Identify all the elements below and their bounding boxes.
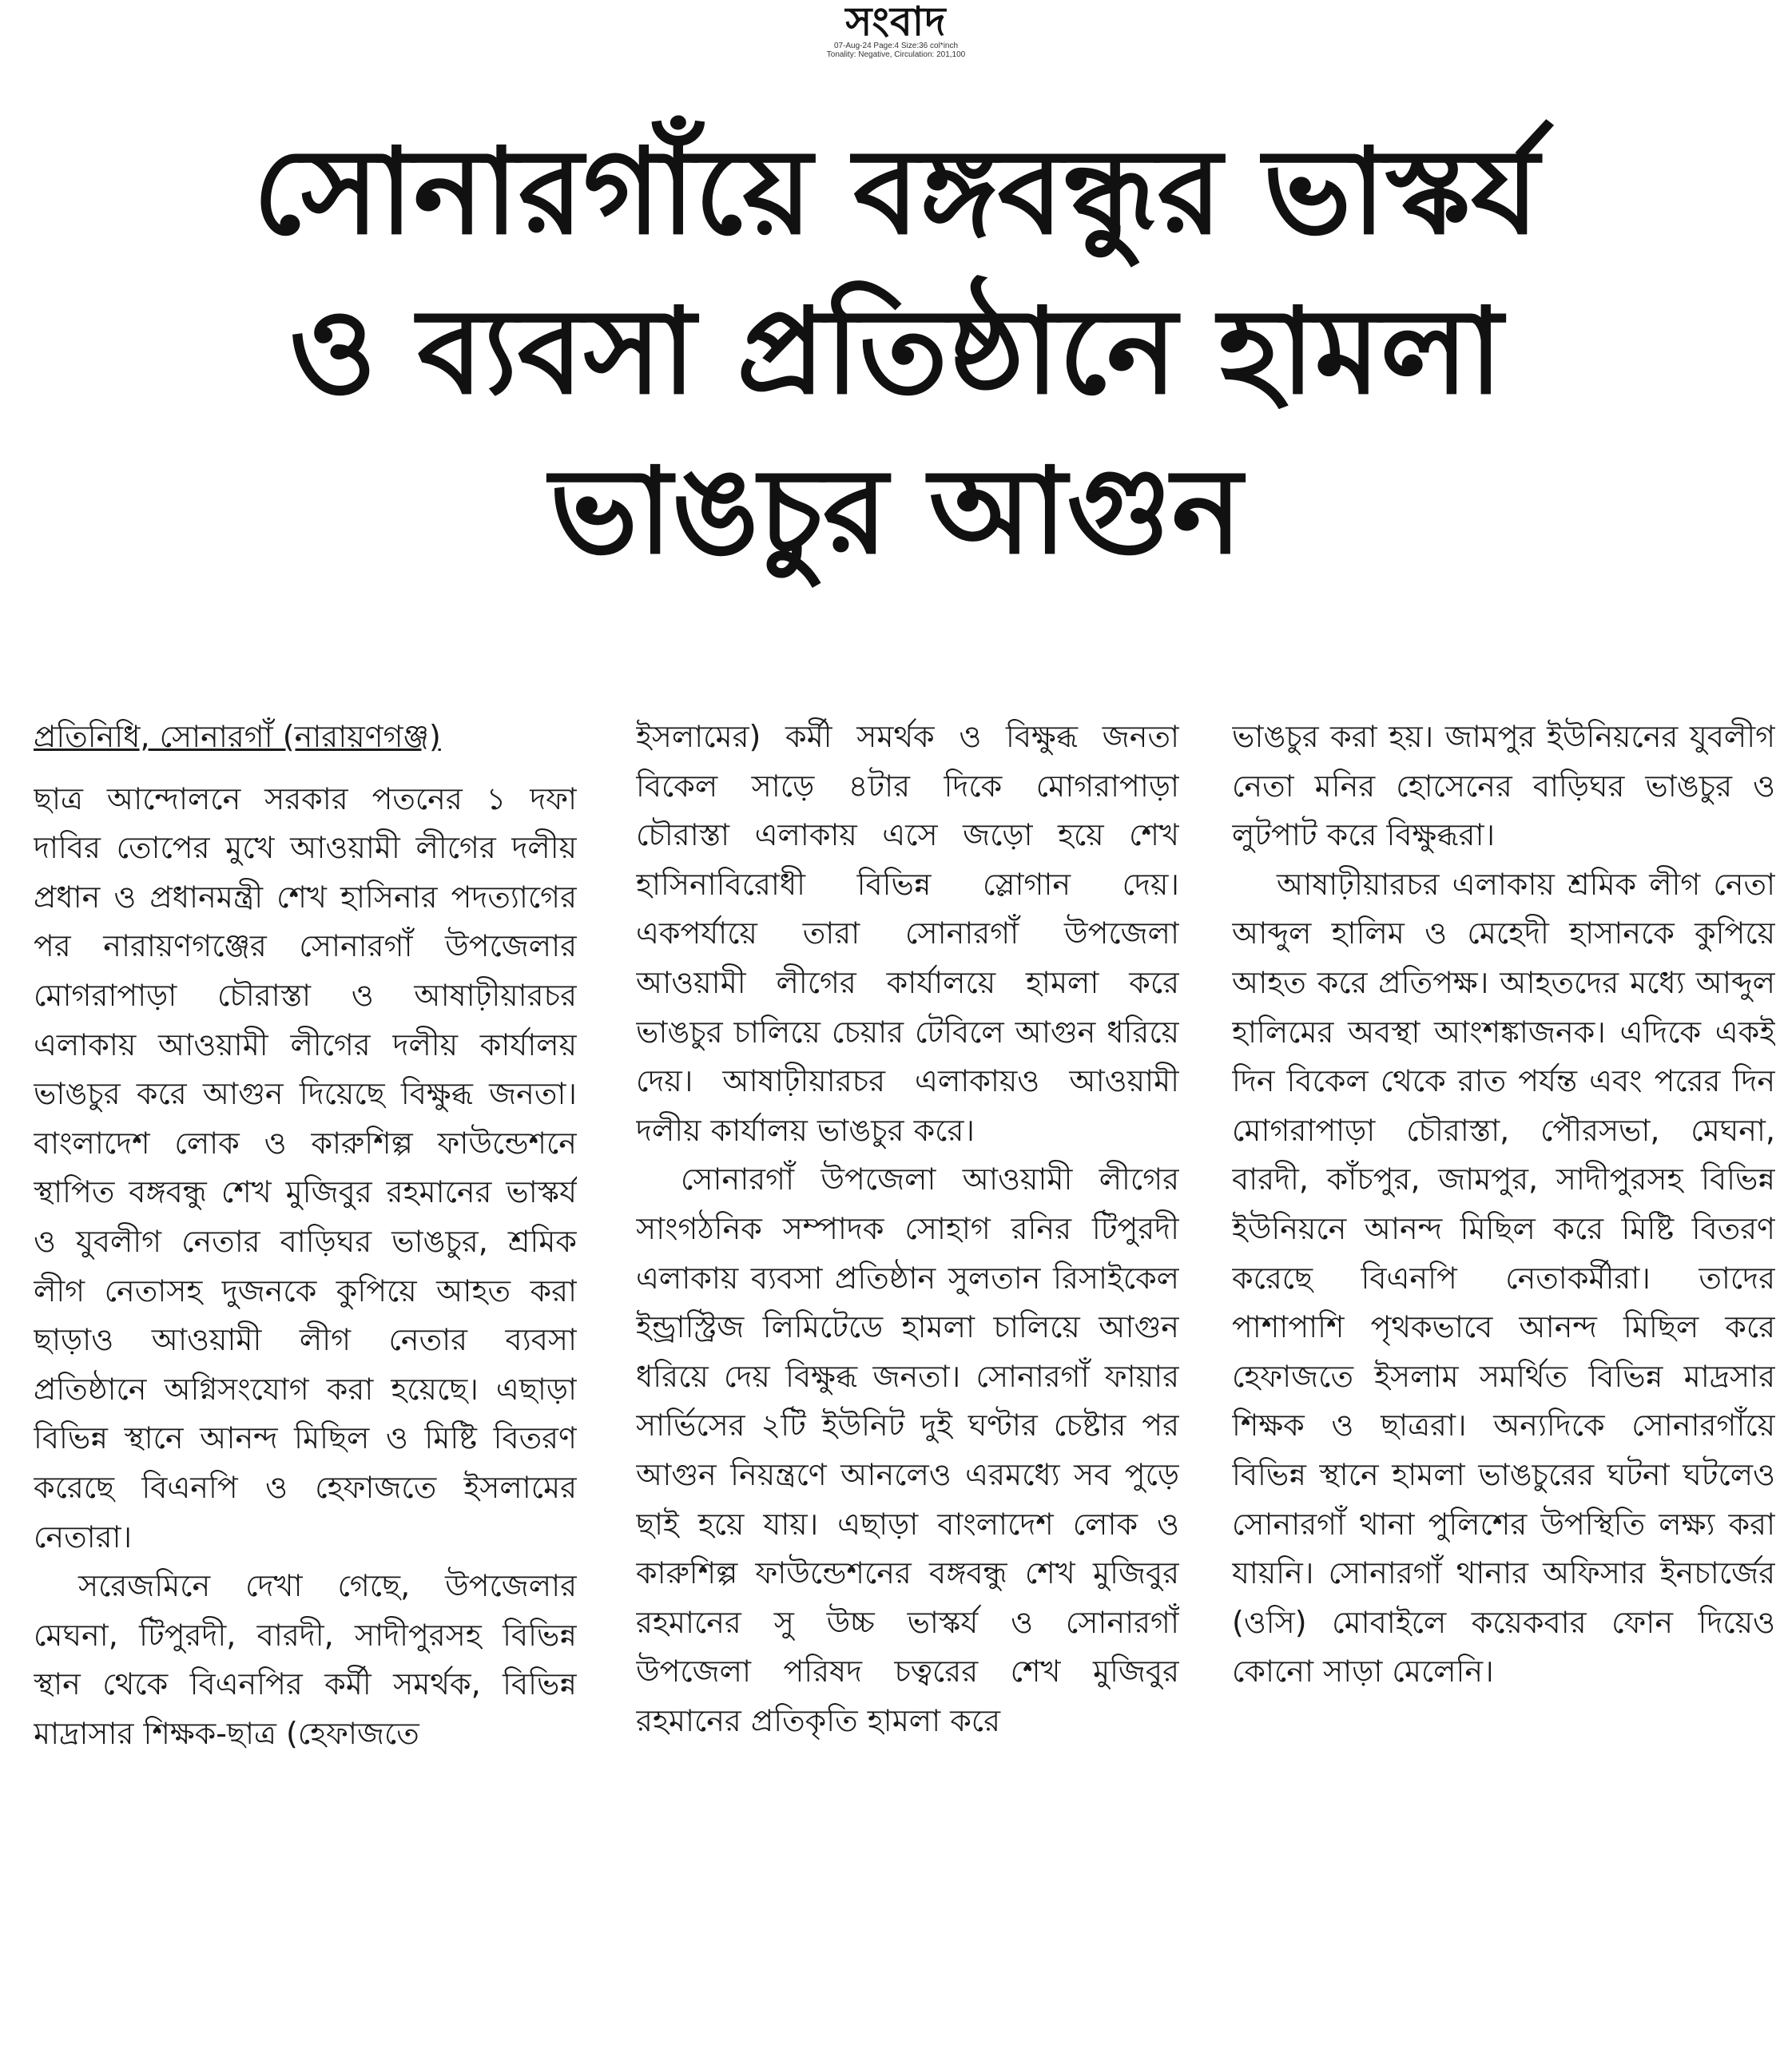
paragraph: ভাঙচুর করা হয়। জামপুর ইউনিয়নের যুবলীগ নেতা মনির হোসেনের বাড়িঘর ভাঙচুর ও লুটপাট করে বিক্ষুব্ধরা। bbox=[1232, 719, 1775, 853]
paragraph: সোনারগাঁ উপজেলা আওয়ামী লীগের সাংগঠনিক সম্পাদক সোহাগ রনির টিপুরদী এলাকায় ব্যবসা প্রতিষ্ঠান সুলতান রিসাইকেল ইন্ড্রাস্ট্রিজ লিমিটেডে হামলা চালিয়ে আগুন ধরিয়ে দেয় বিক্ষুব্ধ জনতা। সোনারগাঁ ফায়ার সার্ভিসের ২টি ইউনিট দুই ঘণ্টার চেষ্টার পর আগুন নিয়ন্ত্রণে আনলেও এরমধ্যে সব পুড়ে ছাই হয়ে যায়। এছাড়া বাংলাদেশ লোক ও কারুশিল্প ফাউন্ডেশনের বঙ্গবন্ধু শেখ মুজিবুর রহমানের সু উচ্চ ভাস্কর্য ও সোনারগাঁ উপজেলা পরিষদ চত্বরের শেখ মুজিবুর রহমানের প্রতিকৃতি হামলা করে bbox=[636, 1161, 1179, 1738]
article-headline bbox=[120, 112, 1672, 591]
article-column-1 bbox=[34, 713, 577, 2031]
headline-line-2: ও ব্যবসা প্রতিষ্ঠানে হামলা bbox=[289, 283, 1503, 420]
headline-line-1: সোনারগাঁয়ে বঙ্গবন্ধুর ভাস্কর্য bbox=[252, 123, 1540, 260]
paragraph: সরেজমিনে দেখা গেছে, উপজেলার মেঘনা, টিপুরদী, বারদী, সাদীপুরসহ বিভিন্ন স্থান থেকে বিএনপির কর্মী সমর্থক, বিভিন্ন মাদ্রাসার শিক্ষক-ছাত্র (হেফাজতে bbox=[34, 1568, 577, 1751]
clipping-meta-line-1: 07-Aug-24 Page:4 Size:36 col*inch bbox=[833, 42, 959, 50]
newspaper-logo: সংবাদ bbox=[845, 0, 947, 45]
paragraph: আষাঢ়ীয়ারচর এলাকায় শ্রমিক লীগ নেতা আব্দুল হালিম ও মেহেদী হাসানকে কুপিয়ে আহত করে প্রতিপক্ষ। আহতদের মধ্যে আব্দুল হালিমের অবস্থা আংশঙ্কাজনক। এদিকে একই দিন বিকেল থেকে রাত পর্যন্ত এবং পরের দিন মোগরাপাড়া চৌরাস্তা, পৌরসভা, মেঘনা, বারদী, কাঁচপুর, জামপুর, সাদীপুরসহ বিভিন্ন ইউনিয়নে আনন্দ মিছিল করে মিষ্টি বিতরণ করেছে বিএনপি নেতাকর্মীরা। তাদের পাশাপাশি পৃথকভাবে আনন্দ মিছিল করে হেফাজতে ইসলাম সমর্থিত বিভিন্ন মাদ্রসার শিক্ষক ও ছাত্ররা। অন্যদিকে সোনারগাঁয়ে বিভিন্ন স্থানে হামলা ভাঙচুরের ঘটনা ঘটলেও সোনারগাঁ থানা পুলিশের উপস্থিতি লক্ষ্য করা যায়নি। সোনারগাঁ থানার অফিসার ইনচার্জের (ওসি) মোবাইলে কয়েকবার ফোন দিয়েও কোনো সাড়া মেলেনি। bbox=[1232, 866, 1775, 1690]
clipping-meta-line-2: Tonality: Negative, Circulation: 201,100 bbox=[826, 50, 966, 59]
article-column-2 bbox=[636, 713, 1179, 2031]
headline-line-3: ভাঙচুর আগুন bbox=[550, 443, 1242, 580]
paragraph: ছাত্র আন্দোলনে সরকার পতনের ১ দফা দাবির তোপের মুখে আওয়ামী লীগের দলীয় প্রধান ও প্রধানমন্ত্রী শেখ হাসিনার পদত্যাগের পর নারায়ণগঞ্জের সোনারগাঁ উপজেলার মোগরাপাড়া চৌরাস্তা ও আষাঢ়ীয়ারচর এলাকায় আওয়ামী লীগের দলীয় কার্যালয় ভাঙচুর করে আগুন দিয়েছে বিক্ষুব্ধ জনতা। বাংলাদেশ লোক ও কারুশিল্প ফাউন্ডেশনে স্থাপিত বঙ্গবন্ধু শেখ মুজিবুর রহমানের ভাস্কর্য ও যুবলীগ নেতার বাড়িঘর ভাঙচুর, শ্রমিক লীগ নেতাসহ দুজনকে কুপিয়ে আহত করা ছাড়াও আওয়ামী লীগ নেতার ব্যবসা প্রতিষ্ঠানে অগ্নিসংযোগ করা হয়েছে। এছাড়া বিভিন্ন স্থানে আনন্দ মিছিল ও মিষ্টি বিতরণ করেছে বিএনপি ও হেফাজতে ইসলামের নেতারা। bbox=[34, 780, 577, 1555]
byline: প্রতিনিধি, সোনারগাঁ (নারায়ণগঞ্জ) bbox=[34, 719, 441, 754]
article-body bbox=[34, 713, 1775, 2031]
paragraph: ইসলামের) কর্মী সমর্থক ও বিক্ষুব্ধ জনতা বিকেল সাড়ে ৪টার দিকে মোগরাপাড়া চৌরাস্তা এলাকায় এসে জড়ো হয়ে শেখ হাসিনাবিরোধী বিভিন্ন স্লোগান দেয়। একপর্যায়ে তারা সোনারগাঁ উপজেলা আওয়ামী লীগের কার্যালয়ে হামলা করে ভাঙচুর চালিয়ে চেয়ার টেবিলে আগুন ধরিয়ে দেয়। আষাঢ়ীয়ারচর এলাকায়ও আওয়ামী দলীয় কার্যালয় ভাঙচুর করে। bbox=[636, 719, 1179, 1148]
article-column-3 bbox=[1232, 713, 1775, 2031]
masthead bbox=[0, 0, 1792, 59]
